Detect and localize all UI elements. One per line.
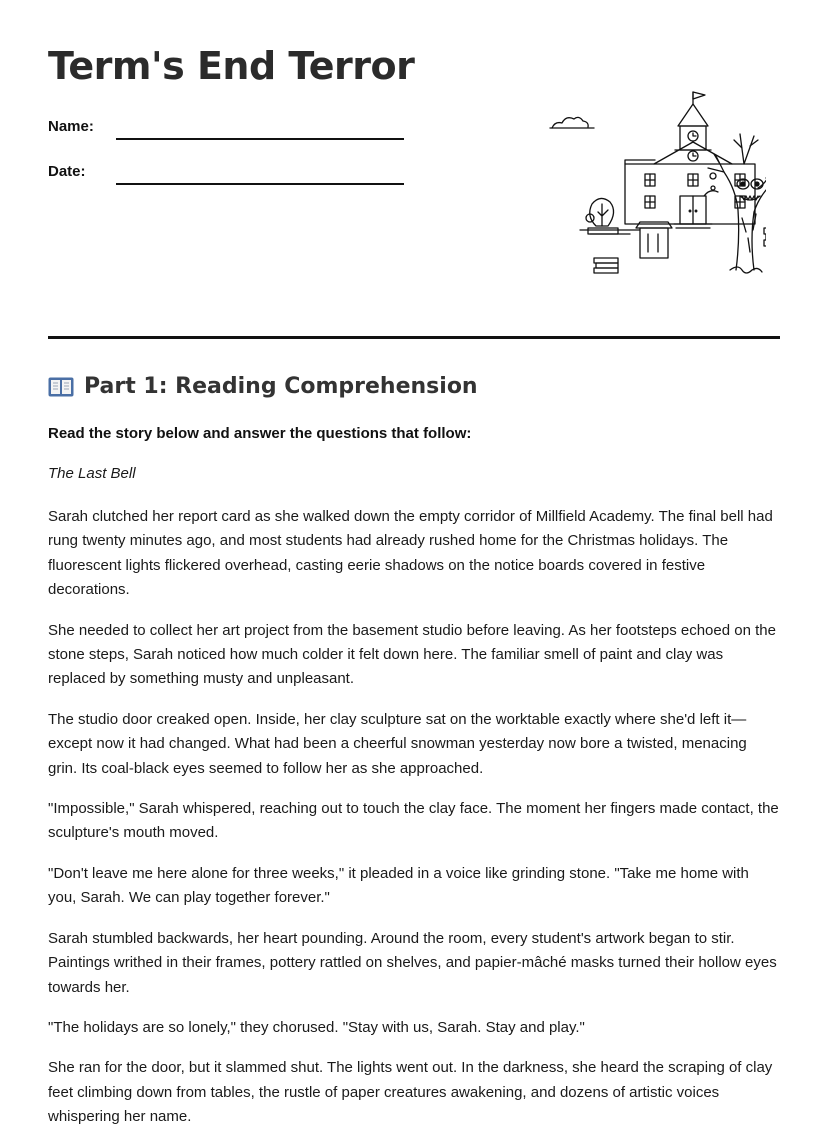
name-field[interactable] bbox=[48, 118, 408, 144]
haunted-school-illustration bbox=[530, 88, 766, 278]
name-line[interactable] bbox=[116, 138, 404, 140]
story-paragraph: "The holidays are so lonely," they chorused. "Stay with us, Sarah. Stay and play." bbox=[48, 1018, 585, 1036]
section-heading bbox=[48, 374, 478, 399]
worksheet-title: Term's End Terror bbox=[48, 44, 415, 88]
section-heading-text: Part 1: Reading Comprehension bbox=[84, 374, 478, 399]
story-body bbox=[48, 505, 780, 1146]
story-title: The Last Bell bbox=[48, 465, 136, 482]
story-paragraph: "Don't leave me here alone for three weeks," it pleaded in a voice like grinding stone. "Take me home with you, Sarah. We can play together forever." bbox=[48, 864, 749, 907]
instruction-text: Read the story below and answer the questions that follow: bbox=[48, 425, 472, 442]
section-divider bbox=[48, 336, 780, 339]
open-book-icon bbox=[48, 377, 74, 397]
date-label: Date: bbox=[48, 163, 86, 180]
story-paragraph: She needed to collect her art project from the basement studio before leaving. As her footsteps echoed on the stone steps, Sarah noticed how much colder it felt down here. The familiar smell of paint and clay was replaced by something musty and unpleasant. bbox=[48, 621, 776, 688]
date-field[interactable] bbox=[48, 163, 408, 189]
name-label: Name: bbox=[48, 118, 94, 135]
story-paragraph: Sarah clutched her report card as she walked down the empty corridor of Millfield Academy. The final bell had rung twenty minutes ago, and most students had already rushed home for the Christmas holidays. The fluorescent lights flickered overhead, casting eerie shadows on the notice boards covered in festive decorations. bbox=[48, 508, 773, 599]
story-paragraph: Sarah stumbled backwards, her heart pounding. Around the room, every student's artwork began to stir. Paintings writhed in their frames, pottery rattled on shelves, and papier-mâché masks turned their hollow eyes towards her. bbox=[48, 929, 777, 996]
story-paragraph: The studio door creaked open. Inside, her clay sculpture sat on the worktable exactly where she'd left it—except now it had changed. What had been a cheerful snowman yesterday now bore a twisted, menacing grin. Its coal-black eyes seemed to follow her as she approached. bbox=[48, 710, 747, 777]
story-paragraph: She ran for the door, but it slammed shut. The lights went out. In the darkness, she heard the scraping of clay feet climbing down from tables, the rustle of paper creatures awakening, and dozens of artistic voices whispering her name. bbox=[48, 1059, 773, 1126]
story-paragraph: "Impossible," Sarah whispered, reaching out to touch the clay face. The moment her fingers made contact, the sculpture's mouth moved. bbox=[48, 800, 779, 842]
date-line[interactable] bbox=[116, 183, 404, 185]
